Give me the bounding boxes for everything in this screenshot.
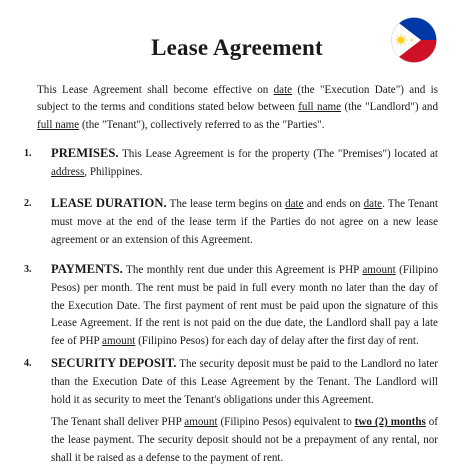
text-run: , Philippines. [84,165,143,178]
placeholder-field: amount [184,416,218,429]
section-paragraph [51,414,438,467]
text-run: (the "Landlord") and [341,101,438,114]
section-number: 1. [24,148,32,159]
intro-paragraph [37,82,438,134]
section-heading: SECURITY DEPOSIT. [51,356,177,370]
text-run: . The Tenant must move at the end of the lease term if the Parties do not agree on a new lease agreement or an extension of this Agreement. [51,198,439,246]
text-run: The monthly rent due under this Agreement is PHP [122,264,363,276]
section-paragraph [51,195,438,249]
text-run: of the lease payment. The security deposit should not be a prepayment of any rental, nor shall it be raised as a defense to the payment of rent. [51,416,439,464]
section-heading: LEASE DURATION. [51,196,167,210]
text-run: and ends on [303,198,364,210]
text-run: (the "Execution Date") and is subject to the terms and conditions stated below between [37,84,439,114]
text-run: This Lease Agreement shall become effective on [37,84,274,96]
placeholder-field: full name [298,101,342,114]
text-run: This Lease Agreement is for the property (The "Premises") located at [118,148,438,160]
placeholder-field: amount [362,264,396,276]
text-run: The Tenant shall deliver PHP [51,416,185,429]
section-security-deposit [24,355,438,468]
placeholder-field: date [363,198,383,210]
section-heading: PAYMENTS. [51,262,123,276]
text-run: The lease term begins on [166,198,286,210]
section-number: 4. [24,358,32,369]
text-run: (the "Tenant"), collectively referred to as the "Parties". [79,118,325,131]
document-title: Lease Agreement [151,35,323,60]
section-heading: PREMISES. [51,146,119,160]
placeholder-field: date [285,198,304,210]
section-number: 2. [24,198,32,209]
section-payments [24,261,438,351]
text-run: (Filipino Pesos) per month. The rent must be paid in full every month no later than the day of the Execution Date. The first payment of rent must be paid upon the signature of this Lease Agreement. If the rent is not paid on the due date, the Landlord shall pay a late fee of PHP [51,264,438,348]
section-paragraph [51,145,438,182]
section-paragraph [51,355,438,409]
text-run: (Filipino Pesos) equivalent to [217,416,355,429]
section-premises [24,145,438,182]
text-run: The security deposit must be paid to the Landlord no later than the Execution Date of this Lease Agreement by the Tenant. The Landlord will hold it as security to meet the Tenant's obligations under this Agreement. [51,358,438,406]
placeholder-field: full name [37,118,80,131]
placeholder-field: date [273,84,293,96]
placeholder-field: address [51,165,85,178]
emphasized-term: two (2) months [354,416,426,429]
section-paragraph [51,261,438,351]
placeholder-field: amount [102,335,136,348]
text-run: (Filipino Pesos) for each day of delay after the first day of rent. [135,335,419,348]
section-lease-duration [24,195,438,249]
section-number: 3. [24,264,32,275]
